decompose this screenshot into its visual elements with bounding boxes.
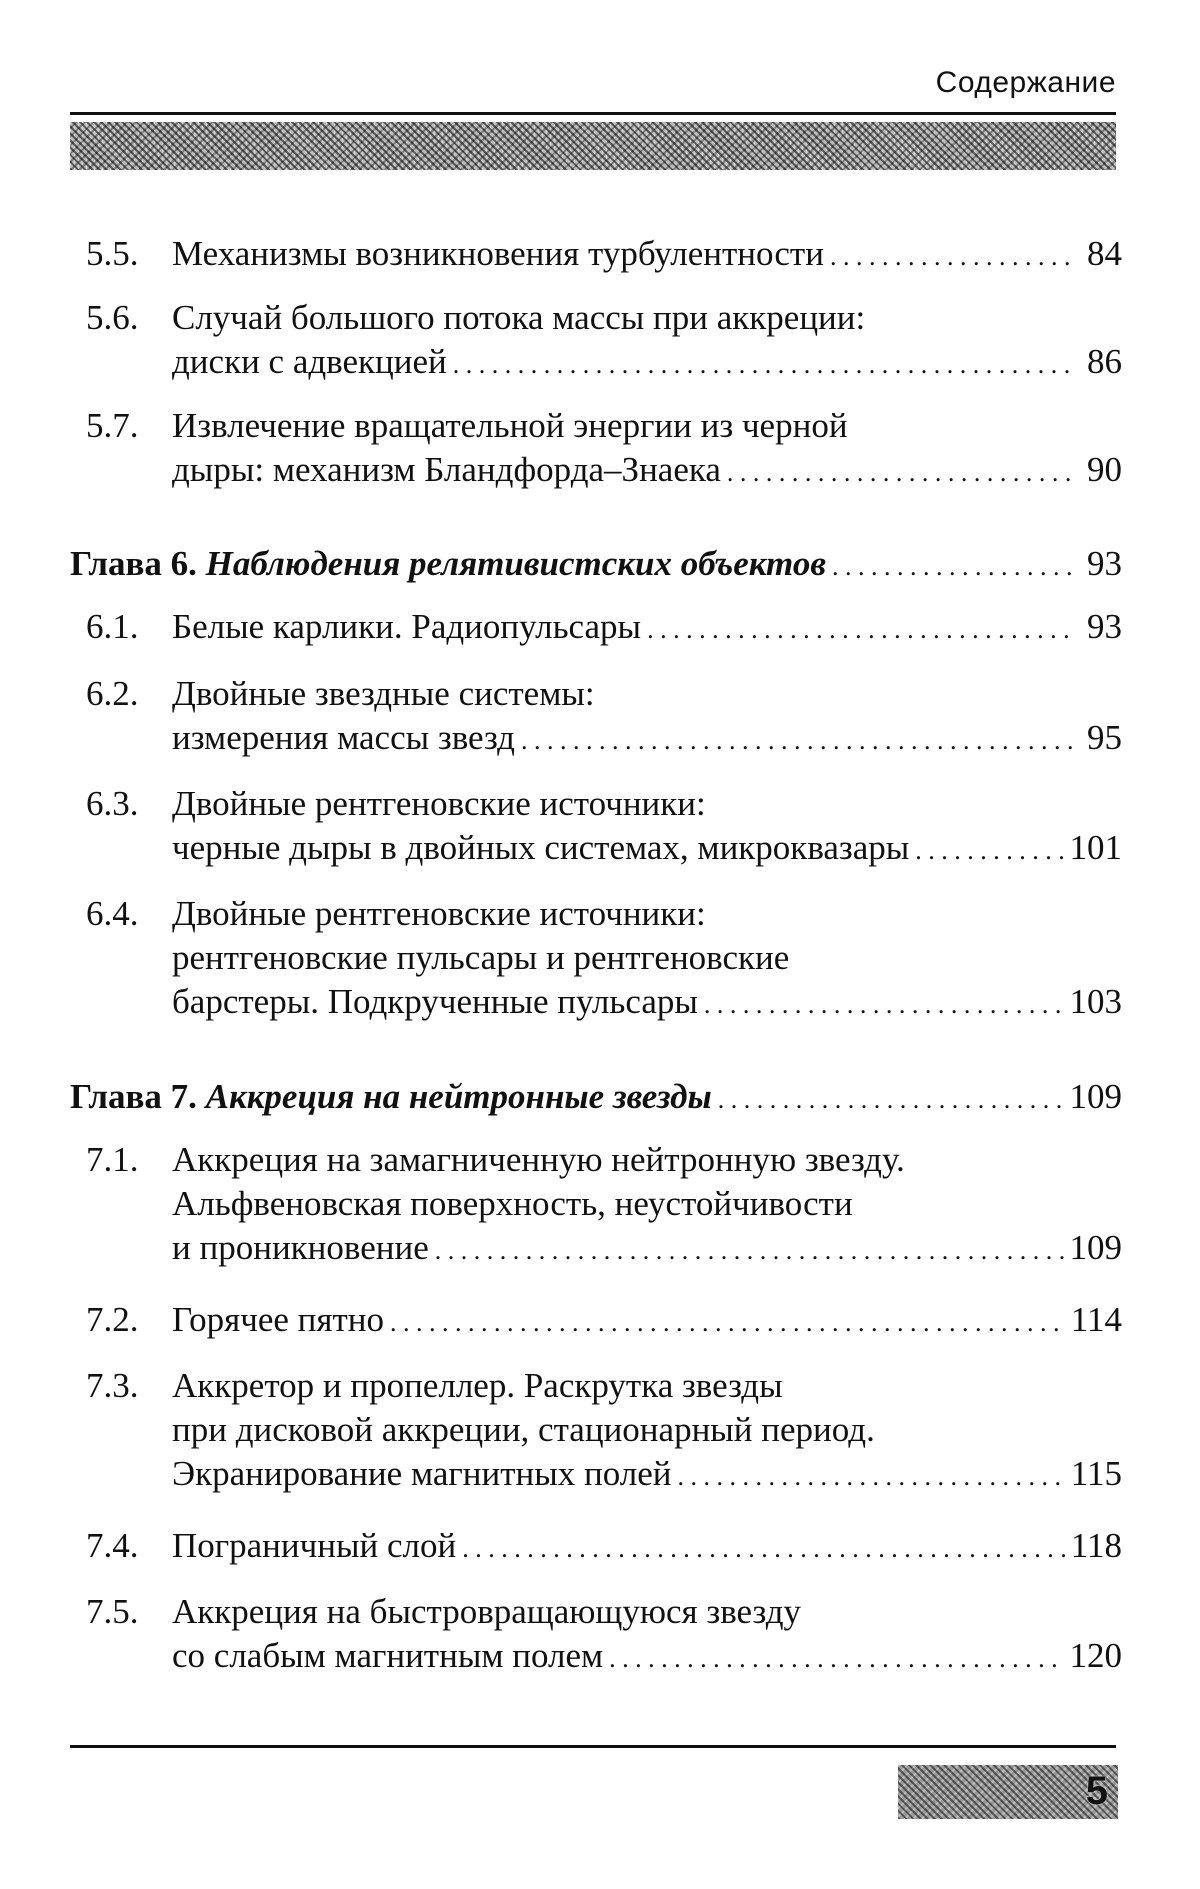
section-number: 6.3. — [86, 784, 139, 823]
section-title: Двойные звездные системы: — [172, 674, 595, 713]
section-title: Двойные рентгеновские источники: — [172, 894, 706, 933]
dot-leader — [462, 1527, 1065, 1571]
page-ref: 93 — [1087, 544, 1122, 583]
dot-leader — [390, 1301, 1065, 1345]
section-title: Случай большого потока массы при аккреции: — [172, 298, 866, 337]
footer-rule — [70, 1745, 1116, 1748]
dot-leader — [718, 1078, 1064, 1122]
section-title-continued: дыры: механизм Бландфорда–Знаека — [172, 450, 721, 489]
section-title: Белые карлики. Радиопульсары — [172, 607, 642, 646]
section-title-continued: Альфвеновская поверхность, неустойчивости — [172, 1184, 853, 1223]
section-number: 7.2. — [86, 1300, 139, 1339]
page-ref: 109 — [1069, 1077, 1122, 1116]
section-title-continued: Экранирование магнитных полей — [172, 1454, 672, 1493]
section-title: Горячее пятно — [172, 1300, 385, 1339]
dot-leader — [609, 1637, 1063, 1681]
chapter-label: Глава 6. — [70, 544, 197, 583]
dot-leader — [830, 235, 1076, 279]
page-ref: 114 — [1070, 1300, 1122, 1339]
section-number: 5.6. — [86, 298, 139, 337]
page-ref: 103 — [1069, 982, 1122, 1021]
dot-leader — [704, 983, 1064, 1027]
section-number: 6.1. — [86, 607, 139, 646]
dot-leader — [915, 829, 1063, 873]
dot-leader — [521, 719, 1076, 763]
page-number: 5 — [1085, 1769, 1108, 1813]
section-number: 7.1. — [86, 1140, 139, 1179]
chapter-title: Наблюдения релятивистских объектов — [205, 544, 826, 583]
dot-leader — [727, 451, 1076, 495]
section-title-continued: черные дыры в двойных системах, микроквазары — [172, 828, 910, 867]
page-ref: 86 — [1087, 342, 1122, 381]
dot-leader — [832, 545, 1076, 589]
section-title-continued: со слабым магнитным полем — [172, 1636, 604, 1675]
section-title: Аккреция на замагниченную нейтронную звезду. — [172, 1140, 905, 1179]
section-title: Пограничный слой — [172, 1526, 457, 1565]
dot-leader — [453, 343, 1076, 387]
page-ref: 93 — [1087, 607, 1122, 646]
section-title-continued: и проникновение — [172, 1228, 429, 1267]
page-ref: 95 — [1087, 718, 1122, 757]
section-title-continued: барстеры. Подкрученные пульсары — [172, 982, 698, 1021]
page-ref: 90 — [1087, 450, 1122, 489]
dot-leader — [678, 1455, 1065, 1499]
section-title: Двойные рентгеновские источники: — [172, 784, 706, 823]
running-title: Содержание — [935, 66, 1116, 99]
section-title-continued: диски с адвекцией — [172, 342, 447, 381]
page-ref: 120 — [1069, 1636, 1122, 1675]
page-ref: 118 — [1070, 1526, 1122, 1565]
page-ref: 115 — [1070, 1454, 1122, 1493]
page-ref: 109 — [1069, 1228, 1122, 1267]
page-number-box — [898, 1765, 1118, 1819]
section-title: Извлечение вращательной энергии из черной — [172, 406, 848, 445]
section-title-continued: при дисковой аккреции, стационарный период. — [172, 1410, 875, 1449]
section-number: 6.2. — [86, 674, 139, 713]
section-number: 7.5. — [86, 1592, 139, 1631]
dot-leader — [435, 1229, 1064, 1273]
page-ref: 84 — [1087, 234, 1122, 273]
dot-leader — [647, 608, 1076, 652]
section-title: Аккретор и пропеллер. Раскрутка звезды — [172, 1366, 783, 1405]
decorative-band — [70, 122, 1116, 170]
chapter-label: Глава 7. — [70, 1077, 197, 1116]
section-number: 5.5. — [86, 234, 139, 273]
header-rule — [70, 112, 1116, 115]
page-ref: 101 — [1069, 828, 1122, 867]
section-title-continued: измерения массы звезд — [172, 718, 515, 757]
section-title-continued: рентгеновские пульсары и рентгеновские — [172, 938, 790, 977]
chapter-title: Аккреция на нейтронные звезды — [205, 1077, 712, 1116]
section-number: 7.4. — [86, 1526, 139, 1565]
section-number: 7.3. — [86, 1366, 139, 1405]
section-number: 5.7. — [86, 406, 139, 445]
section-title: Механизмы возникновения турбулентности — [172, 234, 824, 273]
section-title: Аккреция на быстровращающуюся звезду — [172, 1592, 802, 1631]
section-number: 6.4. — [86, 894, 139, 933]
